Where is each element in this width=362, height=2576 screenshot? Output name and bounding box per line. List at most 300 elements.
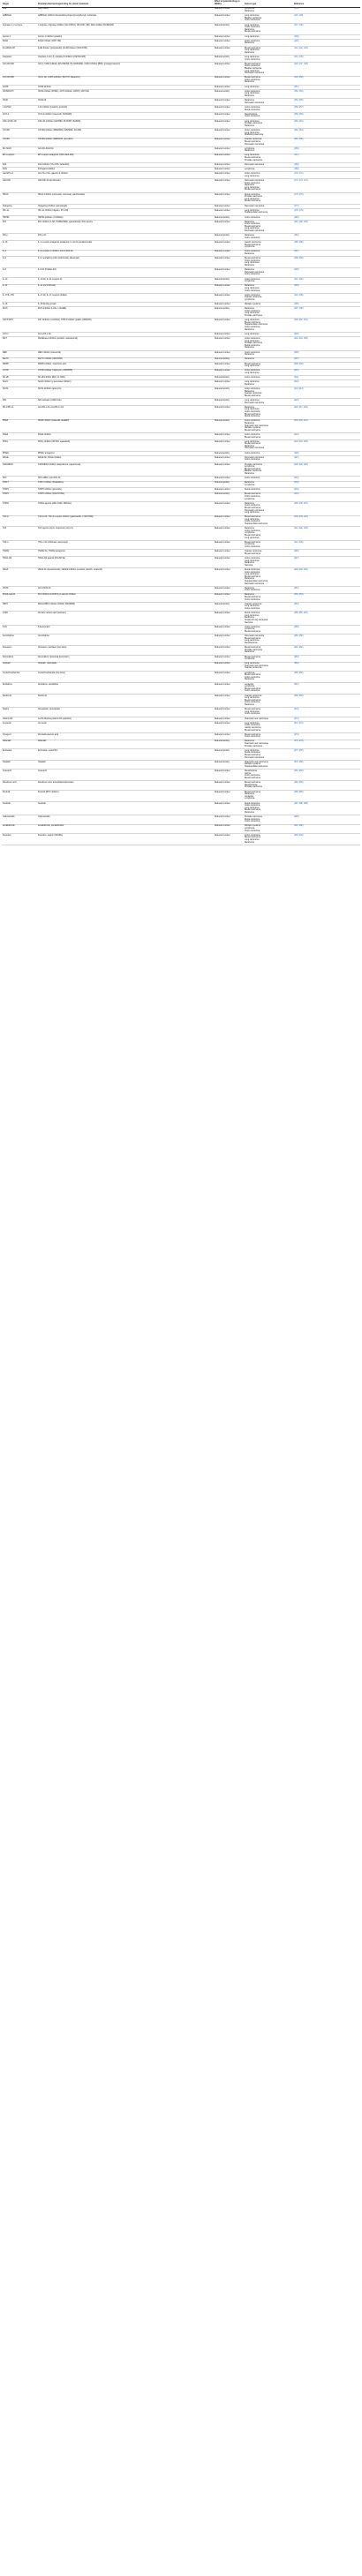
cell-target: Wnt/β-catenin (2, 593, 37, 602)
cell-reference[interactable]: (227) (293, 456, 360, 463)
cell-cancer-type (244, 671, 293, 682)
cancer-type-item: Colon carcinoma (245, 459, 260, 462)
table-row (2, 284, 360, 293)
cancer-type-item: Breast carcinoma (245, 837, 260, 839)
cell-reference[interactable]: (222) (293, 433, 360, 440)
cell-reference[interactable]: (162, 163) (293, 129, 360, 138)
cell-reference[interactable]: (152, 153) (293, 90, 360, 99)
cancer-type-item: Prostate carcinoma (245, 786, 262, 789)
cancer-type-item: Lung carcinoma (245, 400, 260, 402)
cell-effect: Reduced number (214, 220, 244, 234)
cell-effect: Reduced number (214, 337, 244, 351)
cell-drug: PPARγ antagonist (37, 451, 214, 455)
cell-cancer-type (244, 568, 293, 587)
table-row (2, 612, 360, 626)
cancer-type-item: Colon carcinoma (245, 223, 260, 226)
cell-reference[interactable]: (244, 245) (293, 541, 360, 550)
cancer-type-item: Breast carcinoma (245, 468, 260, 470)
cancer-type-item: Colon carcinoma (245, 182, 260, 184)
cell-reference[interactable]: (283, 284) (293, 781, 360, 790)
cell-reference[interactable]: (285, 286) (293, 790, 360, 801)
cell-reference[interactable]: (264) (293, 662, 360, 671)
cancer-type-item: Melanoma (245, 422, 254, 424)
cell-reference[interactable]: (290) (293, 815, 360, 824)
cell-drug: L-Arginine, Arginase inhibitor (Nor-NOHA), CB-1158, CB3, ARG inhibitor INCB01158 (37, 23, 214, 34)
cell-reference[interactable]: (226) (293, 451, 360, 455)
table-row (2, 635, 360, 646)
cell-reference[interactable]: (241, 242, 243) (293, 527, 360, 541)
cell-drug: Cisplatin, carboplatin (37, 662, 214, 671)
cell-target: NF-κB (2, 376, 37, 380)
cancer-type-item: Multiple myeloma (245, 304, 260, 306)
cell-effect: Reduced number (214, 241, 244, 250)
cancer-type-item: Colon carcinoma (245, 377, 260, 379)
header-effect: Effect of potential drug on MDSCs (214, 0, 244, 7)
table-row (2, 56, 360, 63)
cell-reference[interactable]: (196) (293, 303, 360, 307)
cell-drug: RAGE Ab, RAGE inhibitor (37, 456, 214, 463)
cell-target: MMP9 (2, 362, 37, 369)
cancer-type-item: Breast carcinoma (245, 189, 260, 192)
cancer-type-item: Melanoma (245, 184, 254, 187)
cancer-type-item: Colon carcinoma (245, 294, 260, 297)
cell-reference[interactable]: (149, 150) (293, 76, 360, 85)
cell-cancer-type (244, 721, 293, 732)
cancer-type-item: Colon carcinoma (245, 676, 260, 679)
cell-effect: Reduced activity (214, 740, 244, 748)
cell-reference[interactable]: (258) (293, 626, 360, 635)
cell-reference[interactable]: (115, 118) (293, 14, 360, 23)
cell-reference[interactable]: (190) (293, 268, 360, 277)
cancer-type-item: Colon carcinoma (245, 702, 260, 704)
table-row (2, 586, 360, 593)
cell-target: MEK (2, 350, 37, 357)
cell-reference[interactable]: (234) (293, 492, 360, 501)
cell-drug: PDE5 inhibitor (sildenafil, tadalafil) (37, 419, 214, 433)
cell-target: PDE5 (2, 419, 37, 433)
cell-reference[interactable]: (169) (293, 168, 360, 172)
cell-reference[interactable]: (151) (293, 85, 360, 89)
cell-reference[interactable]: (172, 173, 174) (293, 179, 360, 193)
cell-drug: Axonin 4 inhibitor (ebastin) (37, 34, 214, 39)
cell-cancer-type (244, 481, 293, 488)
cancer-type-item: Prostate carcinoma (245, 315, 262, 318)
cell-reference[interactable]: (188, 189) (293, 257, 360, 268)
cell-drug: Sunitinib (37, 801, 214, 815)
cancer-type-item: Melanoma (245, 651, 254, 654)
cell-effect: Reduced number (214, 76, 244, 85)
table-row (2, 568, 360, 587)
cancer-type-item: Breast carcinoma (245, 363, 260, 365)
cancer-type-item: Lung carcinoma (245, 154, 260, 157)
cell-reference[interactable]: (274) (293, 732, 360, 740)
cell-reference[interactable]: (291, 292) (293, 824, 360, 833)
cell-reference[interactable]: (287, 288, 289) (293, 801, 360, 815)
cell-reference[interactable]: (194, 195) (293, 293, 360, 302)
cancer-type-item: Lung carcinoma (245, 198, 260, 200)
cancer-type-item: Multiple myeloma (245, 825, 260, 828)
cell-reference[interactable]: (272, 273) (293, 721, 360, 732)
cell-reference[interactable]: (293, 294) (293, 834, 360, 845)
header-drug: Potential pharmacological drug for cancer treatment (37, 0, 214, 7)
cell-reference[interactable]: (254) (293, 603, 360, 612)
cancer-type-item: Melanoma (245, 617, 254, 620)
cell-target: CCR8 (2, 85, 37, 89)
cell-effect: Reduced number (214, 14, 244, 23)
cell-reference[interactable]: (251) (293, 586, 360, 593)
cell-reference[interactable]: (216, 217, 218) (293, 406, 360, 420)
cancer-type-item: Colon carcinoma (245, 736, 260, 739)
cell-reference[interactable]: (199, 200, 201) (293, 319, 360, 333)
cancer-type-item: Gastric carcinoma (245, 242, 261, 244)
cell-drug: MMP9 inhibitor, zoledronic acid (37, 362, 214, 369)
cancer-type-item: Melanoma (245, 42, 254, 45)
cell-drug: mTOR inhibitor (rapamycin, AZD8055) (37, 369, 214, 376)
cell-reference[interactable]: (187) (293, 250, 360, 257)
cell-reference[interactable]: (191, 192) (293, 277, 360, 284)
cell-reference[interactable]: (203, 204, 205) (293, 337, 360, 351)
cell-effect: Reduced number (214, 682, 244, 694)
table-row (2, 462, 360, 477)
cancer-type-item: Melanoma (245, 253, 254, 256)
cell-reference[interactable]: (212) (293, 380, 360, 387)
cancer-type-item: Mesothelioma (245, 770, 258, 773)
cell-target: Decitabine (2, 682, 37, 694)
cancer-type-item: Pancreatic carcinoma (245, 509, 265, 512)
cancer-type-item: Colon carcinoma (245, 90, 260, 93)
cancer-type-item: Renal carcinoma (245, 802, 260, 805)
table-row (2, 550, 360, 557)
cancer-type-item: Melanoma (245, 81, 254, 84)
cell-cancer-type (244, 350, 293, 357)
cell-drug: Tadalafil (37, 761, 214, 770)
cancer-type-item: Small-cell lung carcinoma (245, 620, 268, 622)
table-row (2, 113, 360, 120)
cell-target: TNFR2 (2, 550, 37, 557)
cell-target: IL-18 (2, 303, 37, 307)
cell-reference[interactable]: (231) (293, 477, 360, 481)
cancer-type-item: Lung carcinoma (245, 614, 260, 617)
table-row (2, 456, 360, 463)
cell-cancer-type (244, 234, 293, 241)
cancer-type-item: Pancreatic carcinoma (245, 205, 265, 207)
cell-cancer-type (244, 790, 293, 801)
cell-reference[interactable]: (277, 278) (293, 749, 360, 761)
cell-reference[interactable]: (178, 179) (293, 208, 360, 215)
cell-target: Vitamin D3 (2, 717, 37, 721)
cell-drug: Flt3 ligand inhibitor (37, 168, 214, 172)
cancer-type-item: Lymphoma (245, 246, 255, 249)
cell-cancer-type (244, 40, 293, 47)
cell-effect: Reduced number (214, 568, 244, 587)
cancer-type-item: Prostate carcinoma (245, 463, 262, 466)
cell-reference[interactable]: (246) (293, 550, 360, 557)
cell-reference[interactable]: (164, 165) (293, 138, 360, 146)
cell-cancer-type (244, 257, 293, 268)
cell-reference[interactable]: (156, 157) (293, 106, 360, 113)
cell-drug: Hedgehog inhibitor (vismodegib) (37, 204, 214, 208)
cell-target: Celecoxib (2, 770, 37, 781)
cell-reference[interactable]: (207) (293, 357, 360, 362)
table-row (2, 790, 360, 801)
cancer-type-item: Melanoma (245, 390, 254, 393)
cancer-type-item: Renal carcinoma (245, 752, 260, 755)
cell-cancer-type (244, 319, 293, 333)
cell-effect: Reduced number (214, 99, 244, 106)
cell-reference[interactable]: (263) (293, 655, 360, 662)
cell-drug: Docosahexaenoic acid (37, 732, 214, 740)
table-row (2, 23, 360, 34)
table-row (2, 234, 360, 241)
cell-reference[interactable]: (168) (293, 163, 360, 168)
cell-reference[interactable]: (281, 282) (293, 770, 360, 781)
cell-reference[interactable]: (252, 253) (293, 593, 360, 602)
cell-drug: TGF-β Ab, TGF-β receptor inhibitor (galunisertib, LY2157299) (37, 515, 214, 527)
cell-reference[interactable]: (210) (293, 369, 360, 376)
cell-reference[interactable]: (271) (293, 717, 360, 721)
cancer-type-item: Lymphoma (245, 798, 255, 800)
cell-reference[interactable]: (167) (293, 154, 360, 162)
cancer-type-item: Colon carcinoma (245, 626, 260, 628)
table-row (2, 682, 360, 694)
cancer-type-item: Melanoma (245, 308, 254, 311)
cell-drug: Ibrutinib (BTK inhibitor) (37, 790, 214, 801)
cell-reference[interactable]: (158, 159) (293, 113, 360, 120)
table-row (2, 387, 360, 399)
table-row (2, 419, 360, 433)
cancer-type-item: Breast carcinoma (245, 31, 260, 34)
cell-reference[interactable]: (247) (293, 557, 360, 568)
table-row (2, 380, 360, 387)
table-row (2, 337, 360, 351)
cell-cancer-type (244, 586, 293, 593)
cell-reference[interactable]: (261, 262) (293, 646, 360, 655)
cancer-type-item: Prostate carcinoma (245, 342, 262, 345)
cell-reference[interactable]: (267) (293, 682, 360, 694)
cancer-type-item: Pancreatic carcinoma (245, 163, 265, 166)
cell-cancer-type (244, 492, 293, 501)
cell-cancer-type (244, 557, 293, 568)
cell-target: VEGF (2, 568, 37, 587)
cell-reference[interactable]: (259, 260) (293, 635, 360, 646)
cell-drug: JAK inhibitor (ruxolitinib), STAT3 inhibitor (stattic, AZD9150) (37, 319, 214, 333)
cell-reference[interactable]: (270) (293, 708, 360, 717)
cell-reference[interactable]: (255, 256, 257) (293, 612, 360, 626)
cell-reference[interactable]: (166) (293, 146, 360, 154)
cell-reference[interactable]: (160, 161) (293, 119, 360, 128)
cell-drug: Multikinase inhibitor (sunitinib, cabozantinib) (37, 337, 214, 351)
cell-effect: Reduced number (214, 732, 244, 740)
cancer-type-item: Pancreatic carcinoma (245, 582, 265, 585)
cell-reference[interactable]: (180) (293, 215, 360, 220)
cell-reference[interactable]: (235, 236, 237) (293, 501, 360, 515)
cell-reference[interactable]: (215) (293, 399, 360, 406)
table-row (2, 694, 360, 708)
cell-target: Doxorubicin (2, 655, 37, 662)
table-row (2, 721, 360, 732)
cancer-type-item: Colon carcinoma (245, 452, 260, 454)
cancer-type-item: Melanoma (245, 587, 254, 590)
cell-target: JAK/STAT3 (2, 319, 37, 333)
cancer-type-item: Pancreatic carcinoma (245, 180, 265, 183)
table-row (2, 433, 360, 440)
cancer-type-item: Colon carcinoma (245, 259, 260, 262)
cancer-type-item: Sarcoma (245, 621, 253, 624)
cell-drug: CCR8 inhibitor (37, 85, 214, 89)
cell-effect: Reduced activity (214, 481, 244, 488)
cell-target: RAGE (2, 456, 37, 463)
table-row (2, 593, 360, 602)
cancer-type-item: Lung carcinoma (245, 70, 260, 72)
cell-effect: Reduced number (214, 119, 244, 128)
cell-reference[interactable]: (181, 182, 183) (293, 220, 360, 234)
cancer-type-item: Melanoma (245, 841, 254, 844)
cancer-type-item: Lung carcinoma (245, 697, 260, 700)
cell-reference[interactable]: (141, 142, 143) (293, 46, 360, 55)
cancer-type-item: Melanoma (245, 95, 254, 98)
cell-reference[interactable]: (197, 198) (293, 307, 360, 319)
table-row (2, 626, 360, 635)
cancer-type-item: Rhabdomyosarcoma (245, 134, 264, 137)
cancer-type-item: Prostate carcinoma (245, 649, 262, 651)
cell-reference[interactable]: (213, 214) (293, 387, 360, 399)
cell-reference[interactable]: (208, 209) (293, 362, 360, 369)
cell-reference[interactable]: (184) (293, 234, 360, 241)
cell-effect: Reduced activity (214, 215, 244, 220)
table-row (2, 46, 360, 55)
cell-effect: Reduced number (214, 770, 244, 781)
cell-drug: IL-1 receptor antagonist (anakinra), IL-1β Ab (canakinumab) (37, 241, 214, 250)
cancer-type-item: Melanoma (245, 528, 254, 530)
cancer-type-item: Melanoma (245, 285, 254, 288)
cell-drug: GM-CSF Ab (lenzilumab) (37, 179, 214, 193)
cancer-type-item: Colon carcinoma (245, 310, 260, 312)
cell-reference[interactable]: (170, 171) (293, 172, 360, 179)
cell-effect: Reduced number (214, 655, 244, 662)
cell-effect: Reduced number (214, 106, 244, 113)
cell-effect: Reduced number (214, 113, 244, 120)
cell-target: Tadalafil (2, 761, 37, 770)
cancer-type-item: Lung carcinoma (245, 381, 260, 384)
cell-drug: β-AR blocker (propranolol), β2-AR blocker (ICI118,551) (37, 46, 214, 55)
cell-reference[interactable]: (233) (293, 488, 360, 492)
cell-reference[interactable]: (175, 176) (293, 192, 360, 204)
cancer-type-item: Ovarian carcinoma (245, 695, 262, 697)
cancer-type-item: Lung carcinoma (245, 749, 260, 752)
cell-reference[interactable]: (177) (293, 204, 360, 208)
cell-target: TNF-α (2, 541, 37, 550)
cell-reference[interactable]: (211) (293, 376, 360, 380)
table-row (2, 834, 360, 845)
cancer-type-item: Melanoma (245, 562, 254, 565)
cell-target: IDO (2, 220, 37, 234)
cell-reference[interactable]: (238, 239, 240) (293, 515, 360, 527)
table-row (2, 7, 360, 14)
cell-cancer-type (244, 380, 293, 387)
cancer-type-item: Lung carcinoma (245, 333, 260, 335)
cell-reference[interactable]: (140) (293, 40, 360, 47)
cell-reference[interactable]: (136) (293, 7, 360, 14)
cancer-type-item: Colon carcinoma (245, 327, 260, 329)
cell-cancer-type (244, 801, 293, 815)
cancer-type-item: Lung carcinoma (245, 518, 260, 521)
cell-effect: Reduced number (214, 362, 244, 369)
cell-target: Caspases (2, 56, 37, 63)
cancer-type-item: Melanoma (245, 594, 254, 597)
cell-reference[interactable]: (144, 145) (293, 56, 360, 63)
cell-target: CCL5/CCR5 (2, 76, 37, 85)
cell-reference[interactable]: (275, 276) (293, 740, 360, 748)
cancer-type-item: Colon carcinoma (245, 410, 260, 413)
cancer-type-item: Colon carcinoma (245, 598, 260, 601)
cell-reference[interactable]: (219, 220, 221) (293, 419, 360, 433)
cell-target: IL-6 (2, 257, 37, 268)
cell-reference[interactable]: (223, 224, 225) (293, 439, 360, 451)
cancer-type-item: Lung carcinoma (245, 409, 260, 411)
cell-cancer-type (244, 284, 293, 293)
cell-target: IL-10 (2, 277, 37, 284)
cell-target: PGE2 (2, 433, 37, 440)
cell-cancer-type (244, 708, 293, 717)
cell-reference[interactable]: (202) (293, 333, 360, 337)
cell-reference[interactable]: (154, 155) (293, 99, 360, 106)
cell-drug: Lenalidomide, pomalidomide (37, 824, 214, 833)
cancer-type-item: Lung carcinoma (245, 574, 260, 576)
cell-reference[interactable]: (228, 229, 230) (293, 462, 360, 477)
cell-effect: Reduced number (214, 303, 244, 307)
cancer-type-item: Mesothelioma (245, 784, 258, 786)
cell-cancer-type (244, 192, 293, 204)
cancer-type-item: Melanoma (245, 28, 254, 31)
cancer-type-item: Renal carcinoma (245, 416, 260, 418)
cell-reference[interactable]: (137, 138) (293, 23, 360, 34)
cancer-type-item: Breast carcinoma (245, 637, 260, 640)
cancer-type-item: Lung carcinoma (245, 209, 260, 212)
cell-reference[interactable]: (146, 147, 148) (293, 62, 360, 76)
cancer-type-item: Head and neck carcinoma (245, 717, 268, 720)
cell-reference[interactable]: (265, 266) (293, 671, 360, 682)
cell-target: VISTA (2, 586, 37, 593)
cell-reference[interactable]: (248, 249, 250) (293, 568, 360, 587)
cell-reference[interactable]: (268, 269) (293, 694, 360, 708)
table-row (2, 801, 360, 815)
cell-reference[interactable]: (193) (293, 284, 360, 293)
cell-cancer-type (244, 277, 293, 284)
cell-effect: Reduced number (214, 790, 244, 801)
cell-cancer-type (244, 399, 293, 406)
cancer-type-item: Melanoma (245, 354, 254, 357)
cancer-type-item: Pancreatic carcinoma (245, 756, 265, 759)
cancer-type-item: Melanoma (245, 269, 254, 272)
cell-drug: CD40 Ab (37, 99, 214, 106)
cell-target: c-Kit/SCF (2, 106, 37, 113)
header-cancer-type: Cancer type (244, 0, 293, 7)
cancer-type-item: Breast carcinoma (245, 699, 260, 702)
cell-target: PPARγ (2, 451, 37, 455)
cancer-type-item: Pancreatic carcinoma (245, 271, 265, 274)
table-header-row (2, 0, 360, 7)
cancer-type-item: Colon carcinoma (245, 40, 260, 42)
cell-reference[interactable]: (232) (293, 481, 360, 488)
cell-reference[interactable]: (206) (293, 350, 360, 357)
cell-cancer-type (244, 593, 293, 602)
cell-reference[interactable]: (279, 280) (293, 761, 360, 770)
cancer-type-item: Breast carcinoma (245, 597, 260, 599)
cell-reference[interactable]: (185, 186) (293, 241, 360, 250)
cell-reference[interactable]: (139) (293, 34, 360, 39)
cancer-type-item: Pancreatic carcinoma (245, 143, 265, 146)
cell-drug: Sildenafil (37, 740, 214, 748)
